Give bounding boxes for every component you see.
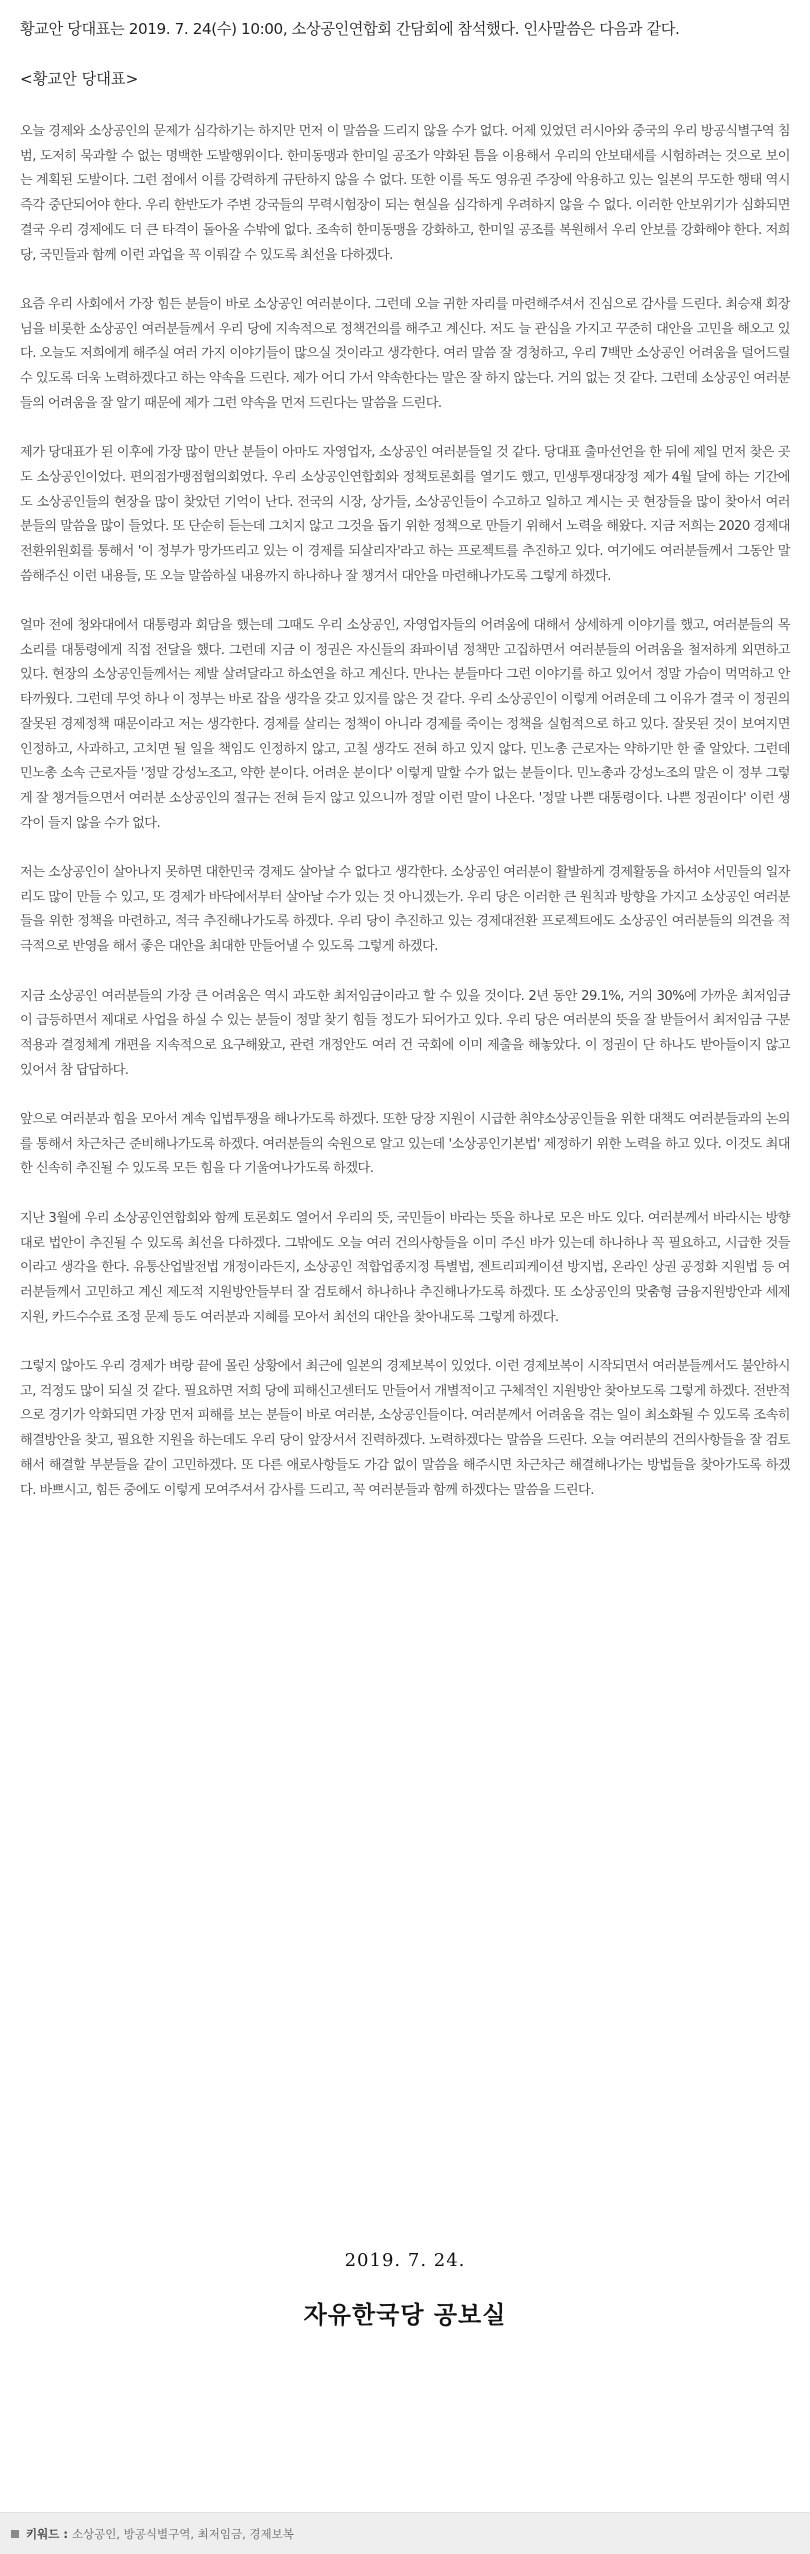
paragraph: 제가 당대표가 된 이후에 가장 많이 만난 분들이 아마도 자영업자, 소상공인 여러분들일 것 같다. 당대표 출마선언을 한 뒤에 제일 먼저 찾은 곳도 소상공인이었다. 편의점가맹점협의회였다. 우리 소상공인연합회와 정책토론회를 열기도 했고, 민생투쟁대장정 제가 4월 달에 하는 기간에도 소상공인들의 현장을 많이 찾았던 기억이 난다. 전국의 시장, 상가들, 소상공인들이 수고하고 일하고 계시는 곳 현장들을 많이 찾아서 여러분들의 말씀을 많이 들었다. 또 단순히 듣는데 그치지 않고 그것을 돕기 위한 정책으로 만들기 위해서 노력을 해왔다. 지금 저희는 2020 경제대전환위원회를 통해서 '이 정부가 망가뜨리고 있는 이 경제를 되살리자'라고 하는 프로젝트를 추진하고 있다. 여기에도 여러분들께서 그동안 말씀해주신 이런 내용들, 또 오늘 말씀하실 내용까지 하나하나 잘 챙겨서 대안을 마련해나가도록 그렇게 하겠다.	[20, 445, 790, 584]
speech-paragraphs	[20, 120, 790, 1503]
keywords-label: 키워드 :	[26, 2526, 68, 2541]
keywords-list: 소상공인, 방공식별구역, 최저임금, 경제보복	[71, 2526, 294, 2541]
paragraph: 그렇지 않아도 우리 경제가 벼랑 끝에 몰린 상황에서 최근에 일본의 경제보복이 있었다. 이런 경제보복이 시작되면서 여러분들께서도 불안하시고, 걱정도 많이 되실 것 같다. 필요하면 저희 당에 피해신고센터도 만들어서 개별적이고 구체적인 지원방안 찾아보도록 그렇게 하겠다. 전반적으로 경기가 악화되면 가장 먼저 피해를 보는 분들이 바로 여러분, 소상공인들이다. 여러분께서 어려움을 겪는 일이 최소화될 수 있도록 조속히 해결방안을 찾고, 필요한 지원을 하는데도 우리 당이 앞장서서 진력하겠다. 노력하겠다는 말씀을 드린다. 오늘 여러분의 건의사항들을 잘 검토해서 해결할 부분들을 같이 고민하겠다. 또 다른 애로사항들도 가감 없이 말씀을 해주시면 차근차근 해결해나가는 방법들을 찾아가도록 하겠다. 바쁘시고, 힘든 중에도 이렇게 모여주셔서 감사를 드리고, 꼭 여러분들과 함께 하겠다는 말씀을 드린다.	[20, 1359, 790, 1498]
paragraph: 지난 3월에 우리 소상공인연합회와 함께 토론회도 열어서 우리의 뜻, 국민들이 바라는 뜻을 하나로 모은 바도 있다. 여러분께서 바라시는 방향대로 법안이 추진될 수 있도록 최선을 다하겠다. 그밖에도 오늘 여러 건의사항들을 이미 주신 바가 있는데 하나하나 꼭 필요하고, 시급한 것들이라고 생각을 한다. 유통산업발전법 개정이라든지, 소상공인 적합업종지정 특별법, 젠트리피케이션 방지법, 온라인 상권 공정화 지원법 등 여러분들께서 고민하고 계신 제도적 지원방안들부터 잘 검토해서 하나하나 추진해나가도록 하겠다. 또 소상공인의 맞춤형 금융지원방안과 세제지원, 카드수수료 조정 문제 등도 여러분과 지혜를 모아서 최선의 대안을 찾아내도록 그렇게 하겠다.	[20, 1210, 790, 1325]
keywords-footer	[0, 2512, 810, 2554]
paragraph: 지금 소상공인 여러분들의 가장 큰 어려움은 역시 과도한 최저임금이라고 할 수 있을 것이다. 2년 동안 29.1%, 거의 30%에 가까운 최저임금이 급등하면서 제대로 사업을 하실 수 있는 분들이 정말 찾기 힘들 정도가 되어가고 있다. 우리 당은 여러분의 뜻을 잘 받들어서 최저임금 구분적용과 결정체계 개편을 지속적으로 요구해왔고, 관련 개정안도 여러 건 국회에 이미 제출을 해놓았다. 이 정권이 단 하나도 받아들이지 않고 있어서 참 답답하다.	[20, 988, 790, 1078]
paragraph: 저는 소상공인이 살아나지 못하면 대한민국 경제도 살아날 수 없다고 생각한다. 소상공인 여러분이 활발하게 경제활동을 하셔야 서민들의 일자리도 많이 만들 수 있고, 또 경제가 바닥에서부터 살아날 수가 있는 것 아니겠는가. 우리 당은 이러한 큰 원칙과 방향을 가지고 소상공인 여러분들을 위한 정책을 마련하고, 적극 추진해나가도록 하겠다. 우리 당이 추진하고 있는 경제대전환 프로젝트에도 소상공인 여러분들의 의견을 적극적으로 반영을 해서 좋은 대안을 최대한 만들어낼 수 있도록 그렇게 하겠다.	[20, 865, 790, 955]
paragraph: 앞으로 여러분과 힘을 모아서 계속 입법투쟁을 해나가도록 하겠다. 또한 당장 지원이 시급한 취약소상공인들을 위한 대책도 여러분들과의 논의를 통해서 차근차근 준비해나가도록 하겠다. 여러분들의 숙원으로 알고 있는데 '소상공인기본법' 제정하기 위한 노력을 하고 있다. 이것도 최대한 신속히 추진될 수 있도록 모든 힘을 다 기울여나가도록 하겠다.	[20, 1112, 790, 1177]
speaker-label: <황교안 당대표>	[20, 70, 139, 88]
tag-icon	[10, 2529, 20, 2539]
signature-date: 2019. 7. 24.	[344, 2250, 466, 2271]
paragraph: 얼마 전에 청와대에서 대통령과 회담을 했는데 그때도 우리 소상공인, 자영업자들의 어려움에 대해서 상세하게 이야기를 했고, 여러분들의 목소리를 대통령에게 직접 전달을 했다. 그런데 지금 이 정권은 자신들의 좌파이념 정책만 고집하면서 여러분들의 어려움을 철저하게 외면하고 있다. 현장의 소상공인들께서는 제발 살려달라고 하소연을 하고 계신다. 만나는 분들마다 그런 이야기를 하고 있어서 정말 가슴이 먹먹하고 안타까웠다. 그런데 무엇 하나 이 정부는 바로 잡을 생각을 갖고 있지를 않은 것 같다. 우리 소상공인이 이렇게 어려운데 그 이유가 결국 이 정권의 잘못된 경제정책 때문이라고 저는 생각한다. 경제를 살리는 정책이 아니라 경제를 죽이는 정책을 실험적으로 하고 있다. 잘못된 것이 보여지면 인정하고, 사과하고, 고치면 될 일을 책임도 인정하지 않고, 고칠 생각도 전혀 하고 있지 않다. 민노총 근로자는 약하기만 한 줄 알았다. 그런데 민노총 소속 근로자들 '정말 강성노조고, 약한 분이다. 어려운 분이다' 이렇게 말할 수가 없는 분들이다. 민노총과 강성노조의 말은 이 정부 그렇게 잘 챙겨들으면서 여러분 소상공인의 절규는 전혀 듣지 않고 있으니까 정말 이런 말이 나온다. '정말 나쁜 대통령이다. 나쁜 정권이다' 이런 생각이 들지 않을 수가 없다.	[20, 618, 790, 831]
intro-line: 황교안 당대표는 2019. 7. 24(수) 10:00, 소상공인연합회 간담회에 참석했다. 인사말씀은 다음과 같다.	[20, 20, 680, 38]
signature-organization: 자유한국당 공보실	[303, 2301, 507, 2329]
article-body	[20, 18, 790, 1528]
paragraph: 오늘 경제와 소상공인의 문제가 심각하기는 하지만 먼저 이 말씀을 드리지 않을 수가 없다. 어제 있었던 러시아와 중국의 우리 방공식별구역 침범, 도저히 묵과할 수 없는 명백한 도발행위이다. 한미동맹과 한미일 공조가 약화된 틈을 이용해서 우리의 안보태세를 시험하려는 것으로 보이는 계획된 도발이다. 그런 점에서 이를 강력하게 규탄하지 않을 수 없다. 또한 이를 독도 영유권 주장에 악용하고 있는 일본의 무도한 행태 역시 즉각 중단되어야 한다. 우리 한반도가 주변 강국들의 무력시험장이 되는 현실을 심각하게 우려하지 않을 수 없다. 이러한 안보위기가 심화되면 결국 우리 경제에도 더 큰 타격이 돌아올 수밖에 없다. 조속히 한미동맹을 강화하고, 한미일 공조를 복원해서 우리 안보를 강화해야 한다. 저희 당, 국민들과 함께 이런 과업을 꼭 이뤄갈 수 있도록 최선을 다하겠다.	[20, 124, 790, 263]
paragraph: 요즘 우리 사회에서 가장 힘든 분들이 바로 소상공인 여러분이다. 그런데 오늘 귀한 자리를 마련해주셔서 진심으로 감사를 드린다. 최승재 회장님을 비롯한 소상공인 여러분들께서 우리 당에 지속적으로 정책건의를 해주고 계신다. 저도 늘 관심을 가지고 꾸준히 대안을 고민을 해오고 있다. 오늘도 저희에게 해주실 여러 가지 이야기들이 많으실 것이라고 생각한다. 여러 말씀 잘 경청하고, 우리 7백만 소상공인 어려움을 덜어드릴 수 있도록 더욱 노력하겠다고 하는 약속을 드린다. 제가 어디 가서 약속한다는 말은 잘 하지 않는다. 거의 없는 것 같다. 그런데 소상공인 여러분들의 어려움을 잘 알기 때문에 제가 그런 약속을 먼저 드린다는 말씀을 드린다.	[20, 296, 790, 411]
